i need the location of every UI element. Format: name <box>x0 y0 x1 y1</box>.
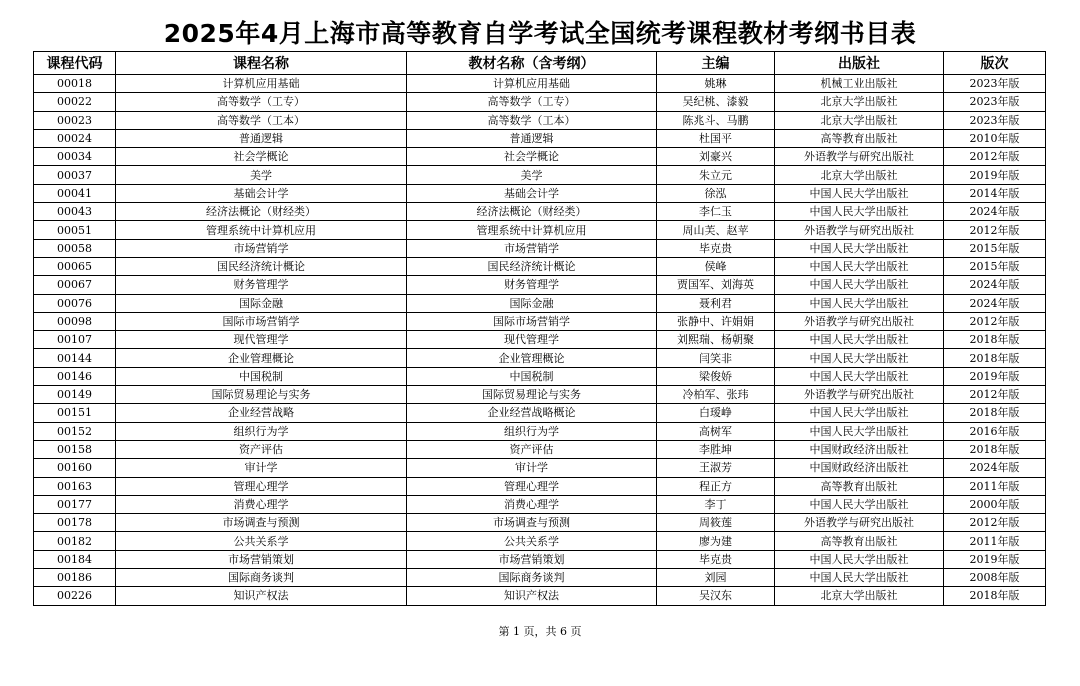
cell-textbook-name: 消费心理学 <box>407 495 657 513</box>
cell-editor: 杜国平 <box>657 129 775 147</box>
cell-course-name: 国际金融 <box>116 294 407 312</box>
cell-textbook-name: 市场营销学 <box>407 239 657 257</box>
cell-edition: 2024年版 <box>944 294 1046 312</box>
cell-publisher: 中国人民大学出版社 <box>775 495 944 513</box>
cell-course-code: 00037 <box>34 166 116 184</box>
cell-edition: 2024年版 <box>944 459 1046 477</box>
cell-textbook-name: 管理心理学 <box>407 477 657 495</box>
table-row <box>34 75 1046 93</box>
cell-course-code: 00163 <box>34 477 116 495</box>
cell-course-code: 00149 <box>34 386 116 404</box>
cell-edition: 2012年版 <box>944 312 1046 330</box>
table-row <box>34 166 1046 184</box>
table-row <box>34 569 1046 587</box>
cell-course-code: 00151 <box>34 404 116 422</box>
cell-publisher: 北京大学出版社 <box>775 587 944 605</box>
cell-course-name: 国际商务谈判 <box>116 569 407 587</box>
cell-publisher: 中国人民大学出版社 <box>775 203 944 221</box>
cell-course-name: 市场营销策划 <box>116 550 407 568</box>
table-row <box>34 477 1046 495</box>
column-header-publisher: 出版社 <box>775 52 944 75</box>
table-row <box>34 129 1046 147</box>
table-row <box>34 440 1046 458</box>
page-title: 2025年4月上海市高等教育自学考试全国统考课程教材考纲书目表 <box>163 19 917 48</box>
cell-editor: 廖为建 <box>657 532 775 550</box>
cell-course-code: 00226 <box>34 587 116 605</box>
table-row <box>34 404 1046 422</box>
cell-edition: 2023年版 <box>944 75 1046 93</box>
table-row <box>34 422 1046 440</box>
cell-textbook-name: 审计学 <box>407 459 657 477</box>
cell-course-code: 00034 <box>34 148 116 166</box>
cell-course-name: 高等数学（工专） <box>116 93 407 111</box>
cell-course-name: 中国税制 <box>116 367 407 385</box>
cell-textbook-name: 组织行为学 <box>407 422 657 440</box>
cell-course-name: 消费心理学 <box>116 495 407 513</box>
table-row <box>34 239 1046 257</box>
cell-publisher: 中国人民大学出版社 <box>775 550 944 568</box>
cell-course-code: 00184 <box>34 550 116 568</box>
cell-editor: 张静中、许娟娟 <box>657 312 775 330</box>
cell-publisher: 外语教学与研究出版社 <box>775 148 944 166</box>
table-row <box>34 111 1046 129</box>
cell-course-code: 00024 <box>34 129 116 147</box>
cell-edition: 2018年版 <box>944 587 1046 605</box>
table-row <box>34 386 1046 404</box>
cell-publisher: 外语教学与研究出版社 <box>775 221 944 239</box>
cell-editor: 闫笑非 <box>657 349 775 367</box>
cell-edition: 2024年版 <box>944 203 1046 221</box>
cell-edition: 2015年版 <box>944 239 1046 257</box>
cell-course-code: 00107 <box>34 331 116 349</box>
cell-course-name: 审计学 <box>116 459 407 477</box>
cell-course-name: 管理心理学 <box>116 477 407 495</box>
cell-edition: 2014年版 <box>944 184 1046 202</box>
cell-course-name: 基础会计学 <box>116 184 407 202</box>
cell-course-name: 企业管理概论 <box>116 349 407 367</box>
cell-course-name: 普通逻辑 <box>116 129 407 147</box>
table-row <box>34 349 1046 367</box>
table-row <box>34 276 1046 294</box>
table-row <box>34 514 1046 532</box>
cell-course-code: 00186 <box>34 569 116 587</box>
cell-course-code: 00022 <box>34 93 116 111</box>
table-row <box>34 550 1046 568</box>
cell-publisher: 中国财政经济出版社 <box>775 440 944 458</box>
cell-textbook-name: 国际金融 <box>407 294 657 312</box>
cell-textbook-name: 计算机应用基础 <box>407 75 657 93</box>
cell-edition: 2012年版 <box>944 221 1046 239</box>
cell-textbook-name: 国际贸易理论与实务 <box>407 386 657 404</box>
cell-textbook-name: 企业经营战略概论 <box>407 404 657 422</box>
cell-publisher: 中国人民大学出版社 <box>775 404 944 422</box>
column-header-edition: 版次 <box>944 52 1046 75</box>
cell-course-code: 00018 <box>34 75 116 93</box>
cell-publisher: 外语教学与研究出版社 <box>775 514 944 532</box>
cell-edition: 2018年版 <box>944 349 1046 367</box>
cell-course-name: 社会学概论 <box>116 148 407 166</box>
cell-course-name: 公共关系学 <box>116 532 407 550</box>
table-row <box>34 93 1046 111</box>
cell-editor: 刘豪兴 <box>657 148 775 166</box>
cell-course-name: 财务管理学 <box>116 276 407 294</box>
cell-editor: 朱立元 <box>657 166 775 184</box>
cell-textbook-name: 国际市场营销学 <box>407 312 657 330</box>
cell-publisher: 北京大学出版社 <box>775 93 944 111</box>
cell-editor: 吴纪桃、漆毅 <box>657 93 775 111</box>
cell-course-code: 00144 <box>34 349 116 367</box>
cell-course-name: 美学 <box>116 166 407 184</box>
cell-course-name: 市场营销学 <box>116 239 407 257</box>
cell-textbook-name: 管理系统中计算机应用 <box>407 221 657 239</box>
cell-course-code: 00182 <box>34 532 116 550</box>
table-row <box>34 148 1046 166</box>
cell-edition: 2011年版 <box>944 477 1046 495</box>
cell-textbook-name: 国民经济统计概论 <box>407 257 657 275</box>
cell-edition: 2018年版 <box>944 404 1046 422</box>
cell-textbook-name: 资产评估 <box>407 440 657 458</box>
textbook-table <box>33 51 1046 606</box>
cell-publisher: 中国人民大学出版社 <box>775 276 944 294</box>
cell-editor: 侯峰 <box>657 257 775 275</box>
table-row <box>34 459 1046 477</box>
cell-edition: 2012年版 <box>944 514 1046 532</box>
cell-course-name: 组织行为学 <box>116 422 407 440</box>
cell-edition: 2019年版 <box>944 550 1046 568</box>
cell-textbook-name: 中国税制 <box>407 367 657 385</box>
cell-publisher: 外语教学与研究出版社 <box>775 312 944 330</box>
cell-course-code: 00160 <box>34 459 116 477</box>
column-header-course-name: 课程名称 <box>116 52 407 75</box>
cell-course-name: 现代管理学 <box>116 331 407 349</box>
cell-course-name: 市场调查与预测 <box>116 514 407 532</box>
cell-editor: 李胜坤 <box>657 440 775 458</box>
table-header-row <box>34 52 1046 75</box>
cell-course-name: 经济法概论（财经类） <box>116 203 407 221</box>
cell-edition: 2019年版 <box>944 166 1046 184</box>
cell-edition: 2019年版 <box>944 367 1046 385</box>
column-header-course-code: 课程代码 <box>34 52 116 75</box>
column-header-textbook-name: 教材名称（含考纲） <box>407 52 657 75</box>
cell-publisher: 中国人民大学出版社 <box>775 569 944 587</box>
cell-course-code: 00152 <box>34 422 116 440</box>
cell-course-code: 00023 <box>34 111 116 129</box>
cell-editor: 周山芙、赵苹 <box>657 221 775 239</box>
table-row <box>34 587 1046 605</box>
cell-editor: 刘园 <box>657 569 775 587</box>
cell-publisher: 中国人民大学出版社 <box>775 184 944 202</box>
cell-course-code: 00058 <box>34 239 116 257</box>
cell-publisher: 北京大学出版社 <box>775 166 944 184</box>
table-body <box>34 75 1046 606</box>
cell-textbook-name: 知识产权法 <box>407 587 657 605</box>
cell-course-name: 国际贸易理论与实务 <box>116 386 407 404</box>
cell-textbook-name: 高等数学（工本） <box>407 111 657 129</box>
table-row <box>34 257 1046 275</box>
cell-editor: 王淑芳 <box>657 459 775 477</box>
cell-textbook-name: 财务管理学 <box>407 276 657 294</box>
cell-course-code: 00065 <box>34 257 116 275</box>
cell-course-name: 知识产权法 <box>116 587 407 605</box>
cell-editor: 吴汉东 <box>657 587 775 605</box>
cell-editor: 李仁玉 <box>657 203 775 221</box>
cell-publisher: 北京大学出版社 <box>775 111 944 129</box>
table-row <box>34 532 1046 550</box>
cell-editor: 梁俊娇 <box>657 367 775 385</box>
cell-edition: 2018年版 <box>944 440 1046 458</box>
cell-publisher: 中国人民大学出版社 <box>775 349 944 367</box>
cell-editor: 姚琳 <box>657 75 775 93</box>
cell-textbook-name: 经济法概论（财经类） <box>407 203 657 221</box>
cell-publisher: 中国财政经济出版社 <box>775 459 944 477</box>
cell-edition: 2010年版 <box>944 129 1046 147</box>
cell-editor: 毕克贵 <box>657 239 775 257</box>
cell-edition: 2011年版 <box>944 532 1046 550</box>
cell-publisher: 中国人民大学出版社 <box>775 239 944 257</box>
cell-course-code: 00051 <box>34 221 116 239</box>
table-row <box>34 312 1046 330</box>
table-row <box>34 495 1046 513</box>
cell-editor: 冷柏军、张玮 <box>657 386 775 404</box>
cell-editor: 周筱莲 <box>657 514 775 532</box>
cell-course-name: 国民经济统计概论 <box>116 257 407 275</box>
table-row <box>34 203 1046 221</box>
cell-course-name: 国际市场营销学 <box>116 312 407 330</box>
cell-edition: 2012年版 <box>944 386 1046 404</box>
cell-editor: 白瑷峥 <box>657 404 775 422</box>
cell-publisher: 中国人民大学出版社 <box>775 257 944 275</box>
cell-publisher: 中国人民大学出版社 <box>775 331 944 349</box>
cell-textbook-name: 普通逻辑 <box>407 129 657 147</box>
cell-course-name: 计算机应用基础 <box>116 75 407 93</box>
cell-editor: 程正方 <box>657 477 775 495</box>
cell-course-name: 资产评估 <box>116 440 407 458</box>
cell-course-code: 00076 <box>34 294 116 312</box>
cell-publisher: 高等教育出版社 <box>775 129 944 147</box>
cell-publisher: 中国人民大学出版社 <box>775 367 944 385</box>
cell-course-code: 00043 <box>34 203 116 221</box>
table-row <box>34 294 1046 312</box>
cell-textbook-name: 市场营销策划 <box>407 550 657 568</box>
cell-course-code: 00067 <box>34 276 116 294</box>
cell-edition: 2015年版 <box>944 257 1046 275</box>
cell-textbook-name: 公共关系学 <box>407 532 657 550</box>
cell-textbook-name: 社会学概论 <box>407 148 657 166</box>
page-number: 第 1 页，共 6 页 <box>498 625 582 638</box>
cell-edition: 2008年版 <box>944 569 1046 587</box>
cell-editor: 高树军 <box>657 422 775 440</box>
cell-textbook-name: 现代管理学 <box>407 331 657 349</box>
cell-edition: 2018年版 <box>944 331 1046 349</box>
cell-editor: 毕克贵 <box>657 550 775 568</box>
cell-edition: 2024年版 <box>944 276 1046 294</box>
cell-edition: 2016年版 <box>944 422 1046 440</box>
cell-edition: 2012年版 <box>944 148 1046 166</box>
table-row <box>34 331 1046 349</box>
cell-editor: 贾国军、刘海英 <box>657 276 775 294</box>
cell-textbook-name: 高等数学（工专） <box>407 93 657 111</box>
cell-textbook-name: 市场调查与预测 <box>407 514 657 532</box>
cell-textbook-name: 美学 <box>407 166 657 184</box>
cell-course-code: 00158 <box>34 440 116 458</box>
cell-course-code: 00041 <box>34 184 116 202</box>
table-row <box>34 367 1046 385</box>
cell-course-name: 企业经营战略 <box>116 404 407 422</box>
cell-publisher: 机械工业出版社 <box>775 75 944 93</box>
cell-editor: 聂利君 <box>657 294 775 312</box>
cell-course-name: 管理系统中计算机应用 <box>116 221 407 239</box>
cell-course-code: 00177 <box>34 495 116 513</box>
cell-publisher: 高等教育出版社 <box>775 477 944 495</box>
cell-publisher: 中国人民大学出版社 <box>775 294 944 312</box>
cell-editor: 陈兆斗、马鹏 <box>657 111 775 129</box>
table-row <box>34 184 1046 202</box>
column-header-editor: 主编 <box>657 52 775 75</box>
cell-textbook-name: 国际商务谈判 <box>407 569 657 587</box>
cell-editor: 刘熙瑞、杨朝聚 <box>657 331 775 349</box>
cell-course-code: 00146 <box>34 367 116 385</box>
cell-course-code: 00178 <box>34 514 116 532</box>
cell-edition: 2000年版 <box>944 495 1046 513</box>
cell-course-name: 高等数学（工本） <box>116 111 407 129</box>
cell-publisher: 外语教学与研究出版社 <box>775 386 944 404</box>
cell-publisher: 高等教育出版社 <box>775 532 944 550</box>
cell-edition: 2023年版 <box>944 111 1046 129</box>
cell-textbook-name: 企业管理概论 <box>407 349 657 367</box>
cell-textbook-name: 基础会计学 <box>407 184 657 202</box>
cell-publisher: 中国人民大学出版社 <box>775 422 944 440</box>
cell-course-code: 00098 <box>34 312 116 330</box>
cell-editor: 李丁 <box>657 495 775 513</box>
cell-edition: 2023年版 <box>944 93 1046 111</box>
cell-editor: 徐泓 <box>657 184 775 202</box>
table-row <box>34 221 1046 239</box>
